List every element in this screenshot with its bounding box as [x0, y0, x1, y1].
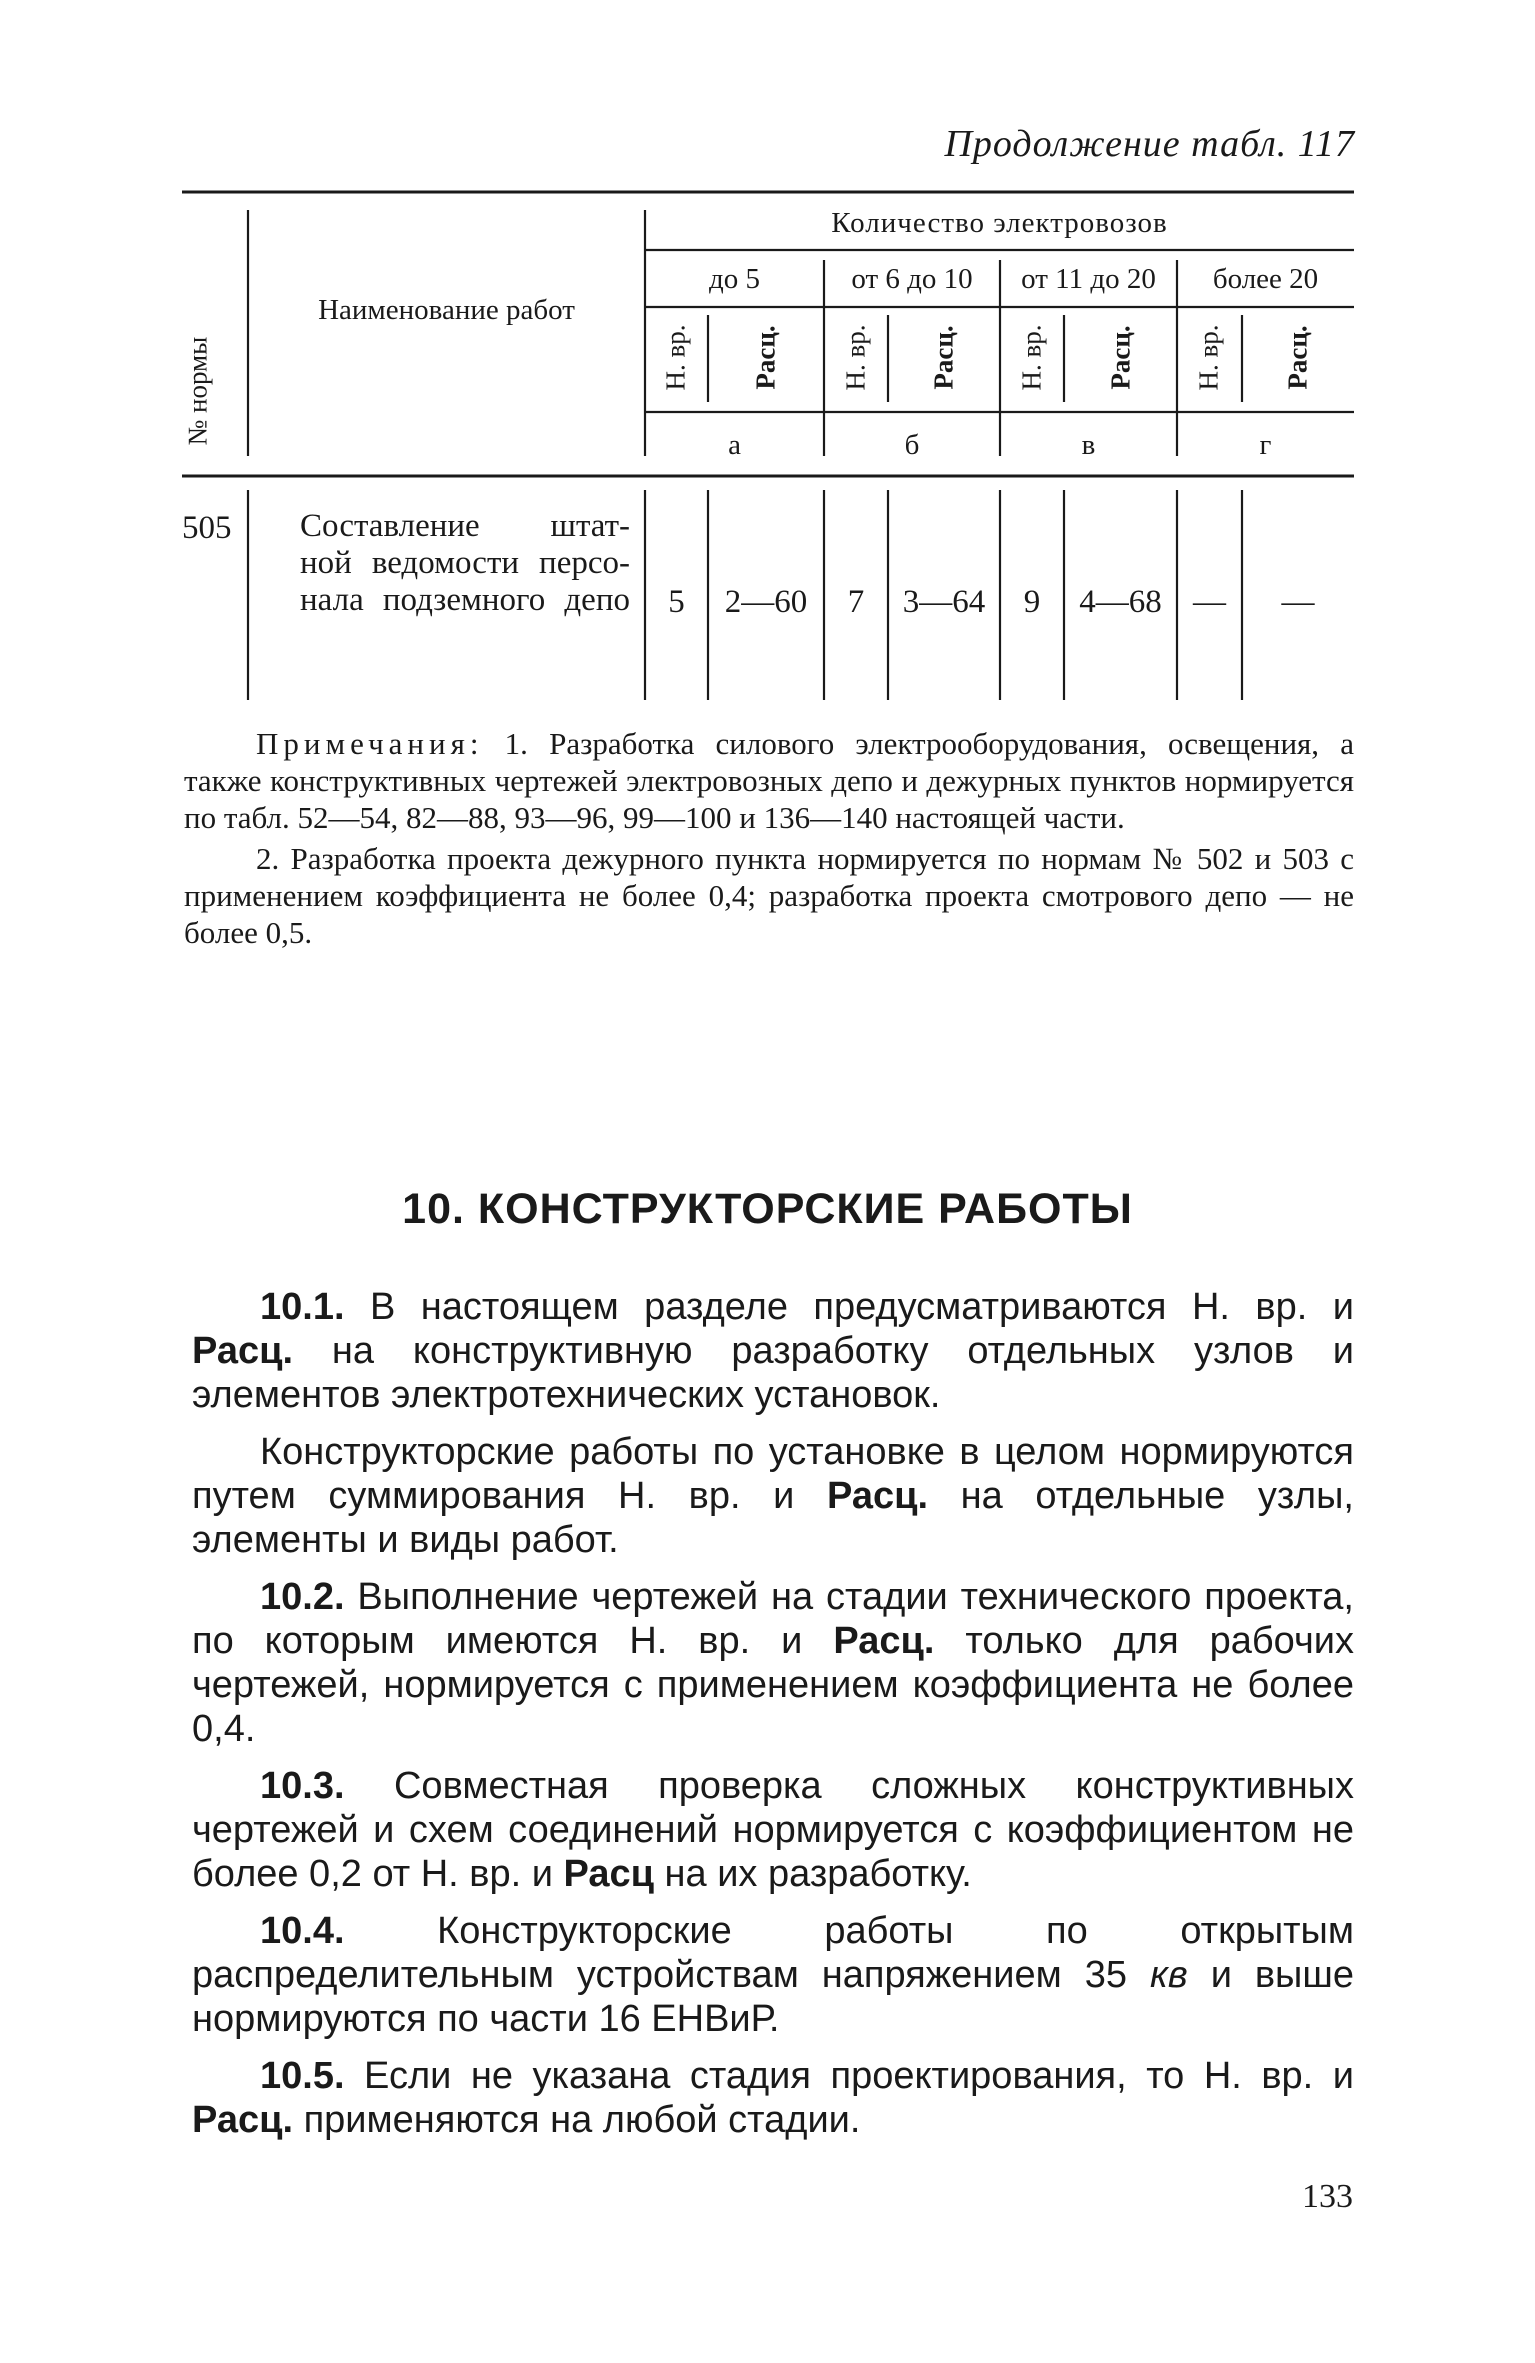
group-range-header: от 6 до 10: [851, 262, 973, 295]
work-name-cell: [300, 508, 630, 619]
paragraph-bold-term: Расц.: [833, 1620, 935, 1662]
norms-table: [182, 190, 1354, 700]
paragraph-text: только для рабочих чертежей, нормируется с применением коэффициента не более 0,4.: [192, 1620, 1354, 1750]
group-range-header: до 5: [708, 262, 760, 295]
paragraph-text: Конструкторские работы по открытым распределительным устройствам напряжением 35: [192, 1910, 1354, 1996]
paragraph-unit: кв: [1149, 1954, 1188, 1996]
paragraph-bold-term: Расц: [563, 1853, 654, 1895]
paragraph: [192, 1909, 1354, 2041]
sub-header-rate: Расц.: [1282, 325, 1313, 390]
paragraph-number: 10.2.: [260, 1576, 345, 1618]
paragraph-text: Если не указана стадия проектирования, то Н. вр. и: [344, 2055, 1354, 2097]
group-range-header: более 20: [1212, 262, 1319, 295]
page-number: 133: [1302, 2178, 1353, 2215]
value-cell: 2—60: [724, 583, 808, 620]
column-letter: г: [1259, 428, 1272, 461]
paragraph-text: В настоящем разделе предусматриваются Н. вр. и: [344, 1286, 1354, 1328]
sub-header-norm-time: Н. вр.: [1016, 324, 1047, 391]
sub-header-norm-time: Н. вр.: [1193, 324, 1224, 391]
section-body: [192, 1285, 1354, 2155]
value-cell: 4—68: [1079, 583, 1162, 620]
column-letter: а: [728, 428, 741, 461]
sub-header-norm-time: Н. вр.: [840, 324, 871, 391]
value-cell: 9: [1023, 583, 1041, 620]
section-title: 10. КОНСТРУКТОРСКИЕ РАБОТЫ: [402, 1185, 1133, 1233]
paragraph-number: 10.4.: [260, 1910, 345, 1952]
sub-header-rate: Расц.: [928, 325, 959, 390]
paragraph-text: на отдельные узлы, элементы и виды работ.: [192, 1475, 1354, 1561]
paragraph-bold-term: Расц.: [827, 1475, 929, 1517]
work-name-line: Составление штат-: [300, 508, 630, 544]
paragraph: [192, 1764, 1354, 1896]
column-letter: в: [1081, 428, 1096, 461]
value-cell: —: [1193, 583, 1226, 620]
paragraph-text: Совместная проверка сложных конструктивных чертежей и схем соединений нормируется с коэффициентом не более 0,2 от Н. вр. и: [192, 1765, 1354, 1895]
paragraph-number: 10.3.: [260, 1765, 345, 1807]
paragraph-number: 10.1.: [260, 1286, 345, 1328]
paragraph: [192, 2054, 1354, 2142]
value-cell: —: [1281, 583, 1315, 620]
notes-label: Примечания:: [256, 726, 484, 761]
sub-header-norm-time: Н. вр.: [660, 324, 691, 391]
paragraph-text: и выше нормируются по части 16 ЕНВиР.: [192, 1954, 1354, 2040]
paragraph-bold-term: Расц.: [192, 1330, 294, 1372]
group-range-header: от 11 до 20: [1021, 262, 1156, 295]
sub-header-rate: Расц.: [1105, 325, 1136, 390]
paragraph-text: Конструкторские работы по установке в целом нормируются путем суммирования Н. вр. и: [192, 1431, 1354, 1517]
paragraph-bold-term: Расц.: [192, 2099, 294, 2141]
work-name-line: ной ведомости персо-: [300, 545, 630, 581]
value-cell: 5: [668, 583, 685, 620]
paragraph-text: Выполнение чертежей на стадии технического проекта, по которым имеются Н. вр. и: [192, 1576, 1354, 1662]
work-name-header: Наименование работ: [318, 293, 575, 326]
table-notes: [184, 725, 1354, 951]
paragraph-number: 10.5.: [260, 2055, 345, 2097]
paragraph-text: на конструктивную разработку отдельных узлов и элементов электротехнических установок.: [192, 1330, 1354, 1416]
note-1: 1. Разработка силового электрооборудования, освещения, а также конструктивных чертежей электровозных депо и дежурных пунктов нормируется по табл. 52—54, 82—88, 93—96, 99—100 и 136—140 настоящей части.: [184, 726, 1354, 835]
group-header: Количество электровозов: [831, 206, 1168, 239]
paragraph: [192, 1285, 1354, 1417]
work-name-line: нала подземного депо: [300, 582, 630, 618]
value-cell: 3—64: [902, 583, 986, 620]
paragraph-text: на их разработку.: [653, 1853, 972, 1895]
note-2: 2. Разработка проекта дежурного пункта нормируется по нормам № 502 и 503 с применением коэффициента не более 0,4; разработка проекта смотрового депо — не более 0,5.: [184, 841, 1354, 950]
paragraph: [192, 1575, 1354, 1751]
running-head: Продолжение табл. 117: [944, 123, 1355, 165]
column-letter: б: [904, 428, 920, 461]
value-cell: 7: [847, 583, 865, 620]
norm-number-cell: 505: [182, 509, 232, 546]
paragraph: [192, 1430, 1354, 1562]
norm-number-header: № нормы: [182, 336, 213, 446]
paragraph-text: применяются на любой стадии.: [293, 2099, 861, 2141]
sub-header-rate: Расц.: [750, 325, 781, 390]
